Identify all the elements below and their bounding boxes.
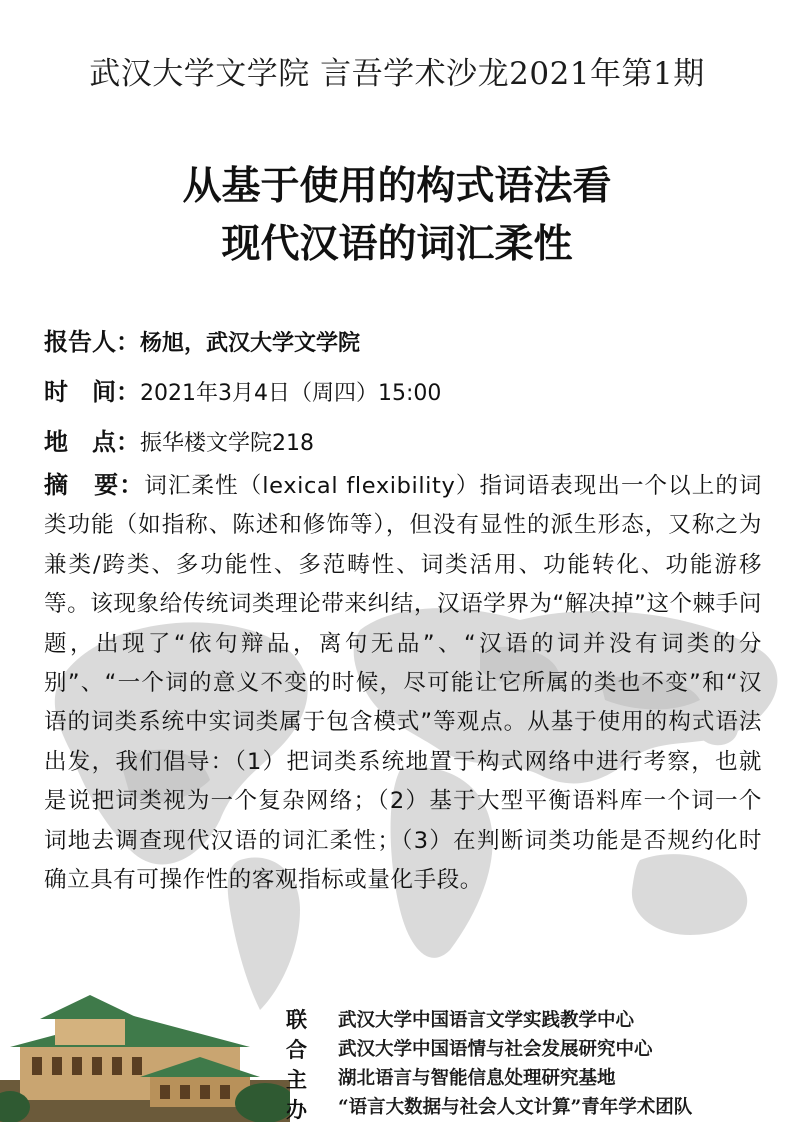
university-building-graphic <box>0 985 290 1122</box>
reporter-label: 报告人： <box>44 328 140 356</box>
organizers-list <box>338 1002 692 1122</box>
time-value: 2021年3月4日（周四）15:00 <box>140 381 442 406</box>
abstract-label: 摘 要： <box>44 471 145 499</box>
place-value: 振华楼文学院218 <box>140 431 314 456</box>
salon-header: 武汉大学文学院 言吾学术沙龙2021年第1期 <box>89 56 705 92</box>
time-row <box>44 372 764 407</box>
abstract-paragraph <box>44 466 762 900</box>
organizer-item: 湖北语言与智能信息处理研究基地 <box>338 1068 616 1089</box>
time-label: 时 间： <box>44 378 140 406</box>
organizer-item: “语言大数据与社会人文计算”青年学术团队 <box>338 1097 693 1118</box>
abstract-text: 词汇柔性（lexical flexibility）指词语表现出一个以上的词类功能（如指称、陈述和修饰等），但没有显性的派生形态，又称之为兼类/跨类、多功能性、多范畴性、词类活用、功能转化、功能游移等。该现象给传统词类理论带来纠结，汉语学界为“解决掉”这个棘手问题，出现了“依句辩品，离句无品”、“汉语的词并没有词类的分别”、“一个词的意义不变的时候，尽可能让它所属的类也不变”和“汉语的词类系统中实词类属于包含模式”等观点。从基于使用的构式语法出发，我们倡导：（1）把词类系统地置于构式网络中进行考察，也就是说把词类视为一个复杂网络；（2）基于大型平衡语料库一个词一个词地去调查现代汉语的词汇柔性；（3）在判断词类功能是否规约化时确立具有可操作性的客观指标或量化手段。 <box>44 473 763 894</box>
reporter-row <box>44 322 764 357</box>
lecture-title-line-2: 现代汉语的词汇柔性 <box>221 222 573 267</box>
place-label: 地 点： <box>44 428 140 456</box>
place-row <box>44 422 764 457</box>
reporter-value: 杨旭，武汉大学文学院 <box>140 331 361 356</box>
organizers-label-char: 办 <box>286 1098 307 1122</box>
lecture-title-line-1: 从基于使用的构式语法看 <box>182 164 612 209</box>
organizers-label-char: 主 <box>286 1068 307 1092</box>
organizer-item: 武汉大学中国语言文学实践教学中心 <box>338 1010 635 1031</box>
organizer-item: 武汉大学中国语情与社会发展研究中心 <box>338 1039 653 1060</box>
organizers-label <box>286 1002 322 1120</box>
organizers-label-char: 联 <box>286 1008 307 1032</box>
lecture-title <box>0 158 794 274</box>
organizers-label-char: 合 <box>286 1038 307 1062</box>
organizers-block <box>286 1002 692 1122</box>
